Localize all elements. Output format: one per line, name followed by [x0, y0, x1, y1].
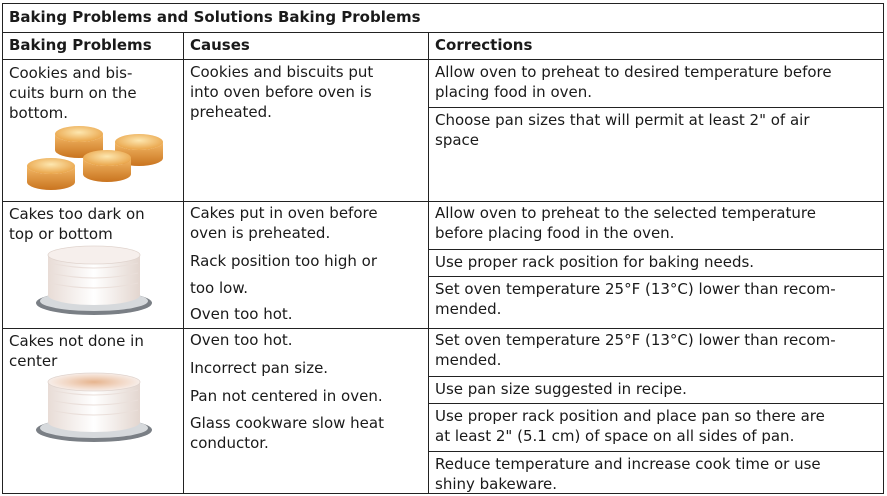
problem-cell: [3, 201, 184, 328]
cause-item: Glass cookware slow heat conductor.: [190, 414, 384, 452]
correction-item: Use proper rack position for baking needs.: [429, 249, 883, 276]
correction-item: Set oven temperature 25°F (13°C) lower than recom- mended.: [429, 276, 883, 328]
correction-item: Allow oven to preheat to the selected temperature before placing food in the oven.: [435, 204, 816, 242]
cause-item: Oven too hot.: [190, 331, 293, 349]
cookies-illustration: [17, 120, 167, 192]
table-row: [3, 328, 883, 494]
correction-item: Use proper rack position and place pan so there are at least 2" (5.1 cm) of space on all sides of pan.: [429, 403, 883, 451]
header-row: [3, 32, 883, 60]
correction-item: Allow oven to preheat to desired temperature before placing food in oven.: [435, 63, 832, 101]
cause-item: Cakes put in oven before oven is preheated.: [190, 204, 378, 242]
header-causes: Causes: [190, 36, 250, 54]
cookie: [27, 158, 75, 190]
table-row: [3, 60, 883, 202]
cake-top: [48, 246, 140, 264]
corrections-cell: [429, 328, 883, 494]
header-corrections: Corrections: [435, 36, 533, 54]
cause-item: Incorrect pan size.: [190, 359, 329, 377]
cause-item: too low.: [190, 279, 249, 297]
cookie: [83, 150, 131, 182]
corrections-cell: [429, 201, 883, 328]
problem-cell: [3, 60, 184, 201]
problem-cell: [3, 328, 184, 494]
correction-item: Choose pan sizes that will permit at least 2" of air space: [429, 107, 883, 201]
problem-text: Cookies and bis- cuits burn on the bottom.: [9, 64, 137, 122]
causes-cell: [184, 60, 429, 201]
correction-item: Reduce temperature and increase cook time or use shiny bakeware.: [429, 451, 883, 494]
corrections-cell: [429, 60, 883, 201]
causes-cell: [184, 201, 429, 328]
cause-item: Pan not centered in oven.: [190, 387, 383, 405]
cause-item: Cookies and biscuits put into oven before oven is preheated.: [190, 63, 374, 121]
problem-text: Cakes not done in center: [9, 332, 144, 370]
causes-cell: [184, 328, 429, 494]
cake-illustration: [33, 245, 155, 317]
baking-problems-table: [2, 3, 884, 494]
correction-item: Use pan size suggested in recipe.: [429, 376, 883, 403]
table-row: [3, 201, 883, 329]
cake-underdone-illustration: [33, 372, 155, 444]
correction-item: Set oven temperature 25°F (13°C) lower than recom- mended.: [435, 331, 836, 369]
cause-item: Rack position too high or: [190, 252, 377, 270]
cause-item: Oven too hot.: [190, 305, 293, 323]
problem-text: Cakes too dark on top or bottom: [9, 205, 145, 243]
header-baking-problems: Baking Problems: [9, 36, 152, 54]
table-title: Baking Problems and Solutions Baking Problems: [3, 4, 883, 33]
cake-top: [48, 373, 140, 391]
